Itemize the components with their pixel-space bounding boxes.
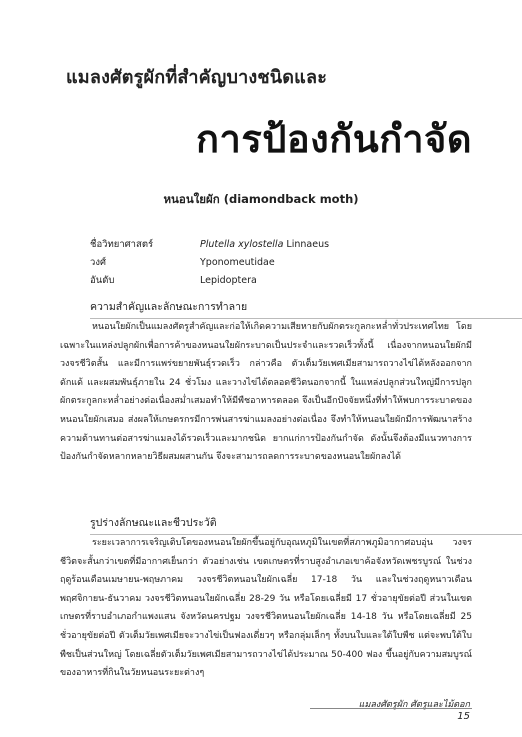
section-paragraph-damage: หนอนใยผักเป็นแมลงศัตรูสำคัญและก่อให้เกิดความเสียหายกับผักตระกูลกะหล่ำทั่วประเทศไทย โดยเฉพาะในแหล่งปลูกผักเพื่อการค้าของหนอนใยผักระบาดเป็นประจำและรวดเร็วทั้งนี้ เนื่องจากหนอนใยผักมีวงจรชีวิตสั้น และมีการแพร่ขยายพันธุ์รวดเร็ว กล่าวคือ ตัวเต็มวัยเพศเมียสามารถวางไข่ได้หลังออกจากดักแด้ และผสมพันธุ์ภายใน 24 ชั่วโมง และวางไข่ได้ตลอดชีวิตนอกจากนี้ ในแหล่งปลูกส่วนใหญ่มีการปลูกผักตระกูลกะหล่ำอย่างต่อเนื่องสม่ำเสมอทำให้มีพืชอาหารตลอด จึงเป็นอีกปัจจัยหนึ่งที่ทำให้พบการระบาดของหนอนใยผักเสมอ ส่งผลให้เกษตรกรมีการพ่นสารฆ่าแมลงอย่างต่อเนื่อง จึงทำให้หนอนใยผักมีการพัฒนาสร้างความต้านทานต่อสารฆ่าแมลงได้รวดเร็วและมากชนิด ยากแก่การป้องกันกำจัด ดังนั้นจึงต้องมีแนวทางการป้องกันกำจัดหลากหลายวิธีผสมผสานกัน จึงจะสามารถลดการระบาดของหนอนใยผักลงได้ bbox=[60, 322, 472, 463]
pest-heading: หนอนใยผัก (diamondback moth) bbox=[163, 192, 359, 206]
taxonomy-value: Yponomeutidae bbox=[200, 256, 275, 268]
author-name: Linnaeus bbox=[283, 238, 330, 250]
taxonomy-label: ชื่อวิทยาศาสตร์ bbox=[90, 238, 154, 250]
taxonomy-label: อันดับ bbox=[90, 274, 115, 286]
footer-book-title: แมลงศัตรูผัก ศัตรูและไม้ดอก bbox=[358, 700, 470, 710]
section-paragraph-lifecycle: ระยะเวลาการเจริญเติบโตของหนอนใยผักขึ้นอยู่กับอุณหภูมิในเขตที่สภาพภูมิอากาศอบอุ่น วงจรชีวิตจะสั้นกว่าเขตที่มีอากาศเย็นกว่า ตัวอย่างเช่น เขตเกษตรที่ราบสูงอำเภอเขาค้อจังหวัดเพชรบูรณ์ ในช่วงฤดูร้อนเดือนเมษายน-พฤษภาคม วงจรชีวิตหนอนใยผักเฉลี่ย 17-18 วัน และในช่วงฤดูหนาวเดือนพฤศจิกายน-ธันวาคม วงจรชีวิตหนอนใยผักเฉลี่ย 28-29 วัน หรือโดยเฉลี่ยมี 17 ชั่วอายุขัยต่อปี ส่วนในเขตเกษตรที่ราบอำเภอกำแพงแสน จังหวัดนครปฐม วงจรชีวิตหนอนใยผักเฉลี่ย 14-18 วัน หรือโดยเฉลี่ยมี 25 ชั่วอายุขัยต่อปี ตัวเต็มวัยเพศเมียจะวางไข่เป็นฟองเดี่ยวๆ หรือกลุ่มเล็กๆ ทั้งบนใบและใต้ใบพืช แต่จะพบใต้ใบพืชเป็นส่วนใหญ่ โดยเฉลี่ยตัวเต็มวัยเพศเมียสามารถวางไข่ได้ประมาณ 50-400 ฟอง ขึ้นอยู่กับความสมบูรณ์ของอาหารที่กินในวัยหนอนระยะต่างๆ bbox=[60, 538, 472, 679]
footer-divider bbox=[310, 708, 472, 709]
taxonomy-table bbox=[90, 235, 470, 289]
taxonomy-value bbox=[200, 239, 470, 250]
chapter-subtitle: แมลงศัตรูผักที่สำคัญบางชนิดและ bbox=[66, 67, 328, 88]
section-heading-damage: ความสำคัญและลักษณะการทำลาย bbox=[90, 298, 247, 315]
taxonomy-row-family bbox=[90, 253, 470, 271]
section-heading-lifecycle: รูปร่างลักษณะและชีวประวัติ bbox=[90, 514, 217, 531]
scientific-name: Plutella xylostella bbox=[200, 238, 284, 250]
taxonomy-label: วงศ์ bbox=[90, 256, 107, 268]
chapter-title: การป้องกันกำจัด bbox=[195, 117, 472, 161]
taxonomy-value: Lepidoptera bbox=[200, 274, 257, 286]
page-number: 15 bbox=[457, 711, 470, 722]
taxonomy-row-order bbox=[90, 271, 470, 289]
taxonomy-row-scientific-name bbox=[90, 235, 470, 253]
